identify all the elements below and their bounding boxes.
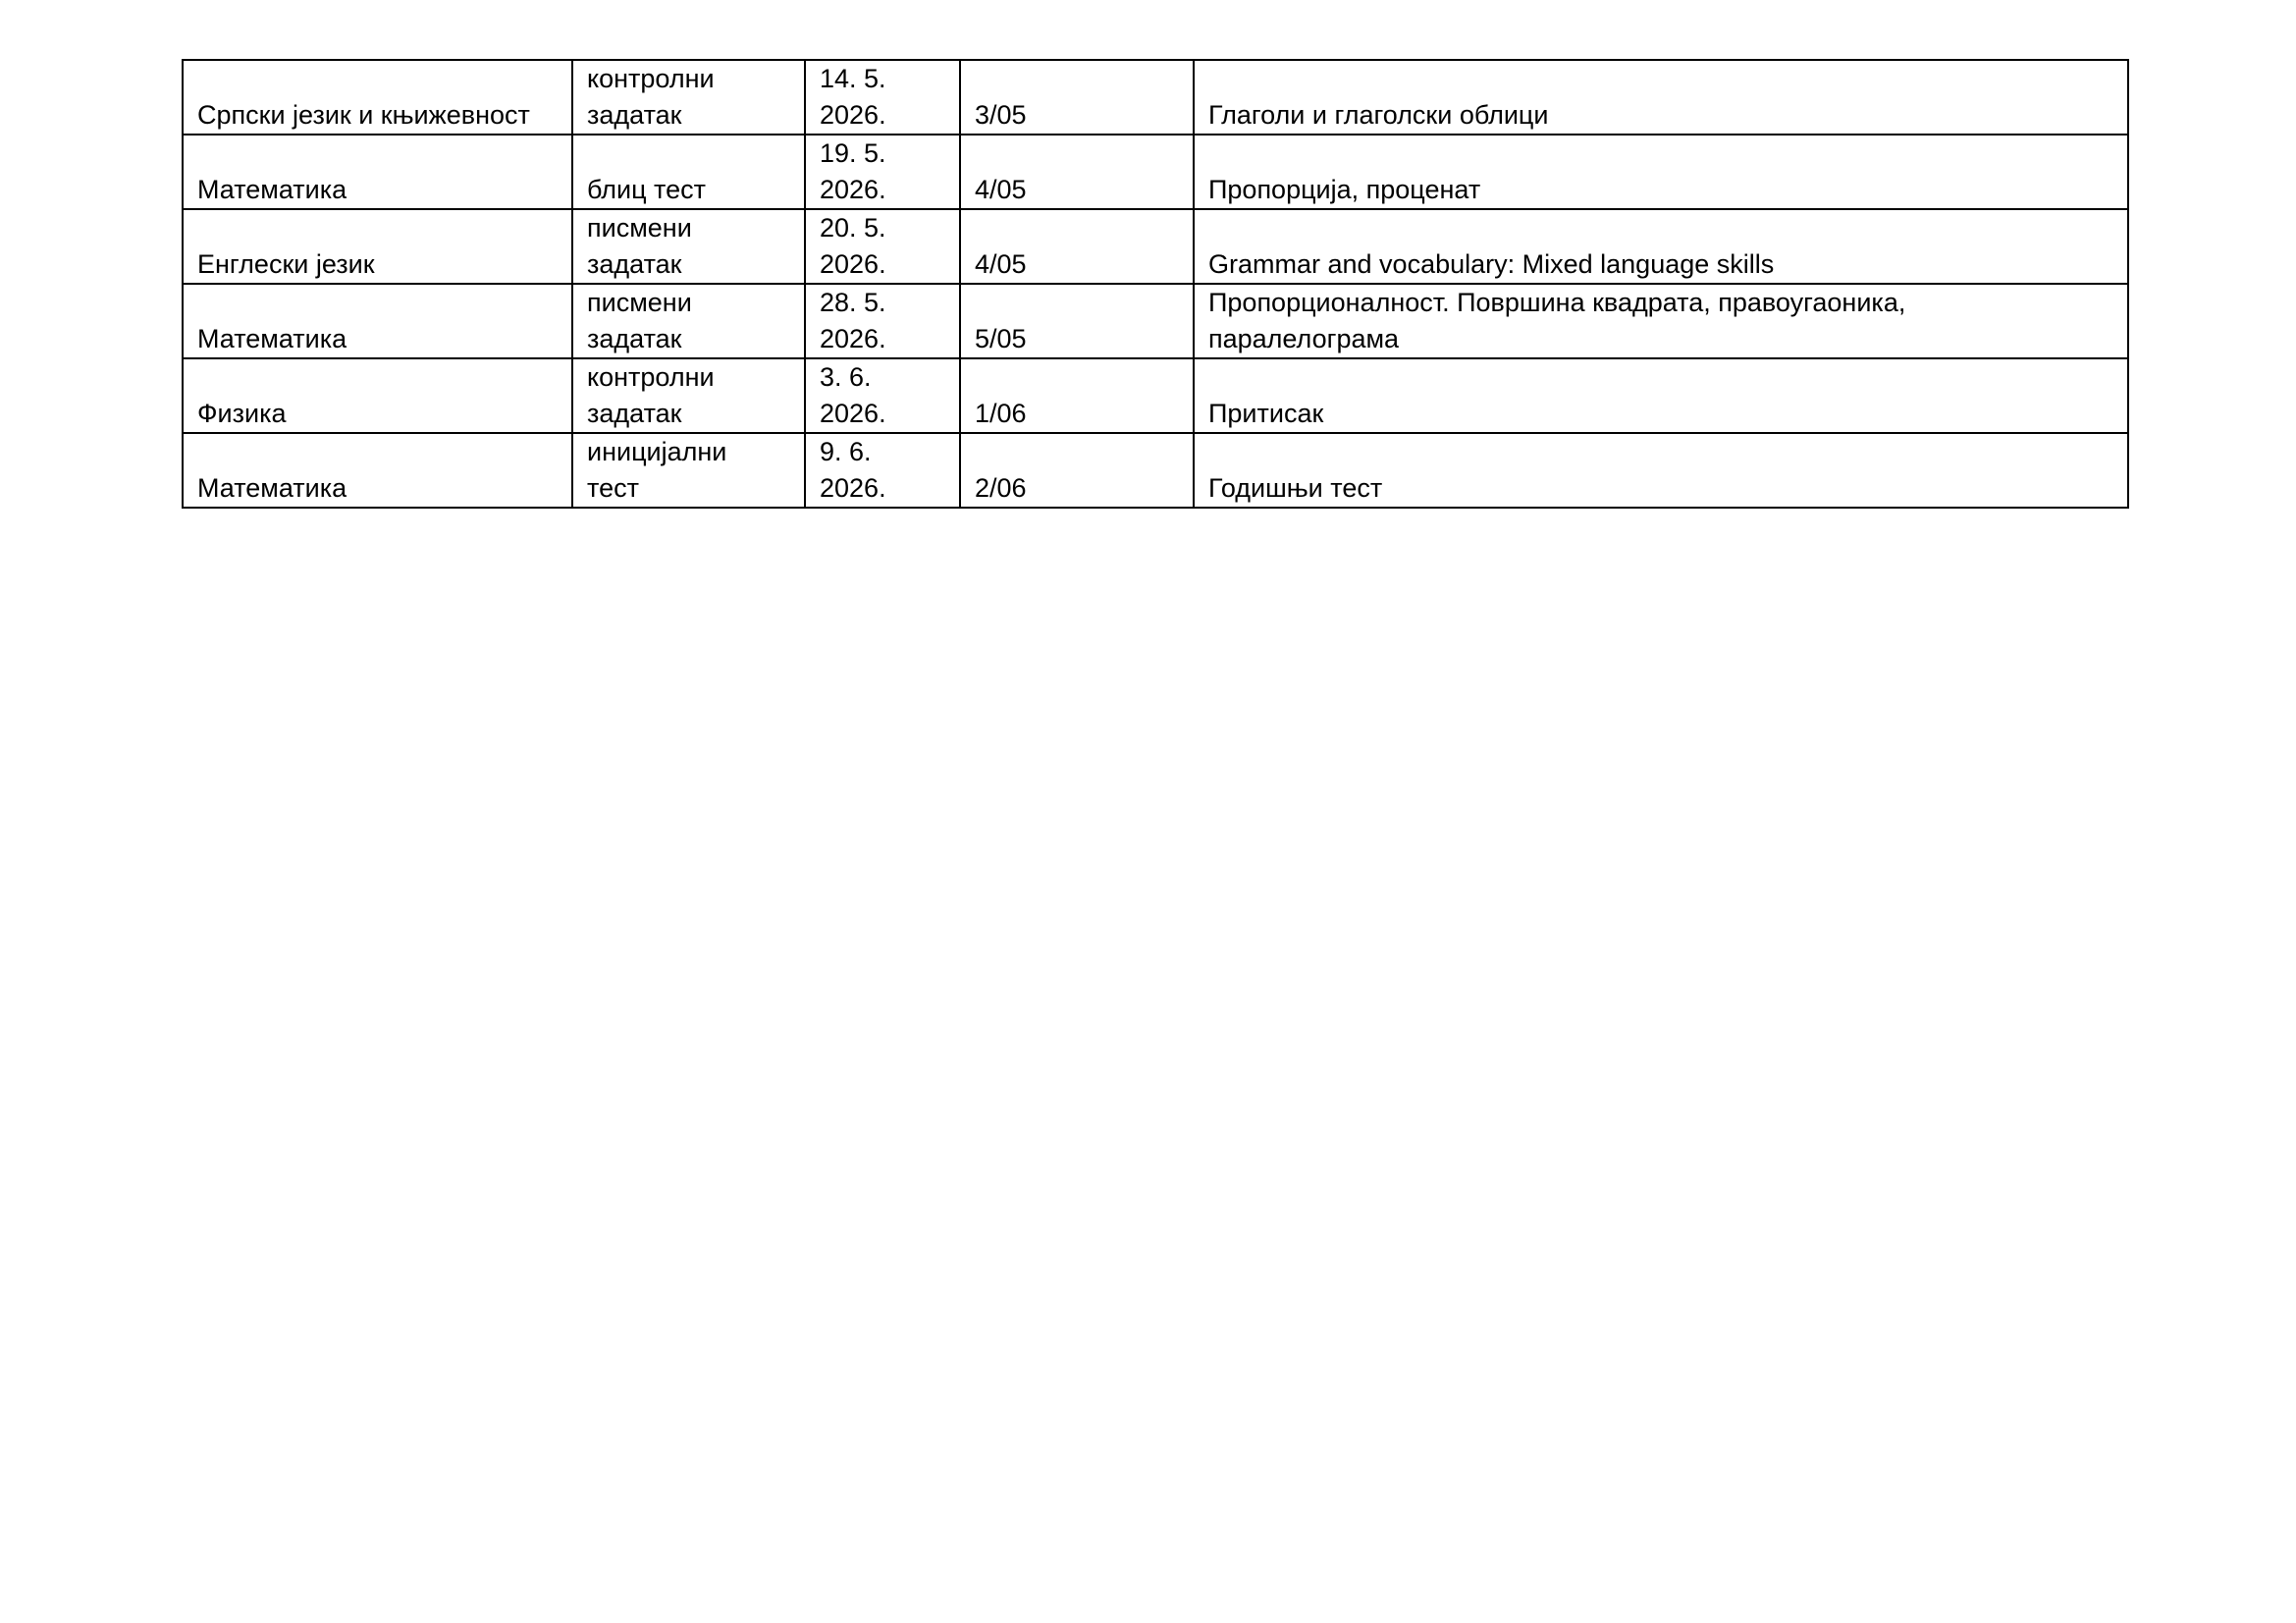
table-row [183, 135, 2128, 209]
table-row [183, 433, 2128, 508]
assessment-type-cell: иницијални тест [572, 433, 805, 508]
week-cell: 2/06 [960, 433, 1194, 508]
date-cell: 20. 5. 2026. [805, 209, 960, 284]
date-cell: 3. 6. 2026. [805, 358, 960, 433]
topic-cell: Глаголи и глаголски облици [1194, 60, 2128, 135]
table-row [183, 209, 2128, 284]
assessment-type-cell: блиц тест [572, 135, 805, 209]
date-cell: 9. 6. 2026. [805, 433, 960, 508]
exam-schedule-table [182, 59, 2129, 509]
assessment-type-cell: контролни задатак [572, 358, 805, 433]
date-cell: 19. 5. 2026. [805, 135, 960, 209]
table-row [183, 60, 2128, 135]
subject-cell: Српски језик и књижевност [183, 60, 572, 135]
subject-cell: Енглески језик [183, 209, 572, 284]
topic-cell: Пропорција, проценат [1194, 135, 2128, 209]
week-cell: 5/05 [960, 284, 1194, 358]
table-row [183, 284, 2128, 358]
subject-cell: Математика [183, 135, 572, 209]
week-cell: 4/05 [960, 209, 1194, 284]
week-cell: 3/05 [960, 60, 1194, 135]
topic-cell: Притисак [1194, 358, 2128, 433]
topic-cell: Годишњи тест [1194, 433, 2128, 508]
date-cell: 28. 5. 2026. [805, 284, 960, 358]
assessment-type-cell: контролни задатак [572, 60, 805, 135]
table-row [183, 358, 2128, 433]
subject-cell: Математика [183, 433, 572, 508]
topic-cell: Grammar and vocabulary: Mixed language skills [1194, 209, 2128, 284]
topic-cell: Пропорционалност. Површина квадрата, правоугаоника, паралелограма [1194, 284, 2128, 358]
assessment-type-cell: писмени задатак [572, 284, 805, 358]
date-cell: 14. 5. 2026. [805, 60, 960, 135]
week-cell: 1/06 [960, 358, 1194, 433]
week-cell: 4/05 [960, 135, 1194, 209]
assessment-type-cell: писмени задатак [572, 209, 805, 284]
subject-cell: Физика [183, 358, 572, 433]
subject-cell: Математика [183, 284, 572, 358]
